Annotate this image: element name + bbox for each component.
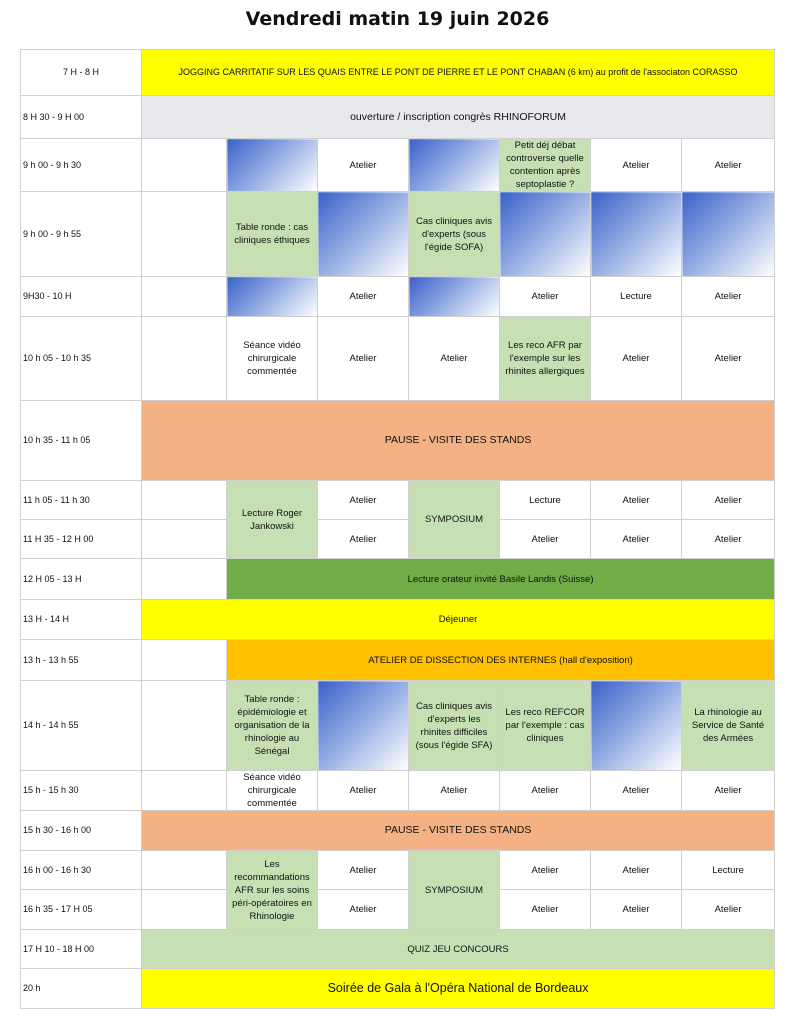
jogging-event: JOGGING CARRITATIF SUR LES QUAIS ENTRE LE PONT DE PIERRE ET LE PONT CHABAN (6 km) au profit de l'associaton CORASSO [142,50,775,96]
session-atelier: Atelier [682,520,775,559]
session-symposium: SYMPOSIUM [409,851,500,930]
table-row [21,851,775,890]
session-atelier: Atelier [591,890,682,930]
session-atelier: Atelier [682,139,775,192]
session-atelier: Atelier [682,481,775,520]
session-sante-armees: La rhinologie au Service de Santé des Armées [682,681,775,771]
gradient-block [591,681,682,771]
session-petit-dej-debat: Petit déj débat controverse quelle contention après septoplastie ? [500,139,591,192]
session-symposium: SYMPOSIUM [409,481,500,559]
session-atelier: Atelier [318,481,409,520]
table-row [21,890,775,930]
time-slot: 15 h - 15 h 30 [21,771,142,811]
time-slot: 7 H - 8 H [21,50,142,96]
session-atelier: Atelier [318,771,409,811]
table-row [21,401,775,481]
session-atelier: Atelier [500,277,591,317]
table-row [21,481,775,520]
time-slot: 17 H 10 - 18 H 00 [21,930,142,969]
session-atelier: Atelier [591,771,682,811]
session-atelier: Atelier [591,481,682,520]
empty-cell [142,771,227,811]
table-row [21,771,775,811]
time-slot: 8 H 30 - 9 H 00 [21,96,142,139]
gradient-block [591,192,682,277]
table-row [21,277,775,317]
table-row [21,317,775,401]
table-row [21,600,775,640]
time-slot: 14 h - 14 h 55 [21,681,142,771]
session-atelier: Atelier [591,317,682,401]
time-slot: 11 h 05 - 11 h 30 [21,481,142,520]
time-slot: 13 h - 13 h 55 [21,640,142,681]
session-atelier: Atelier [318,851,409,890]
table-row [21,192,775,277]
session-cas-cliniques-sfa: Cas cliniques avis d'experts les rhinites difficiles (sous l'égide SFA) [409,681,500,771]
time-slot: 20 h [21,969,142,1009]
session-lecture: Lecture [500,481,591,520]
gradient-block [227,277,318,317]
session-atelier: Atelier [682,771,775,811]
session-atelier: Atelier [682,277,775,317]
schedule-table [20,49,775,1009]
session-reco-afr: Les reco AFR par l'exemple sur les rhinites allergiques [500,317,591,401]
session-atelier: Atelier [500,520,591,559]
gradient-block [409,277,500,317]
empty-cell [142,520,227,559]
session-atelier: Atelier [682,890,775,930]
registration-event: ouverture / inscription congrès RHINOFORUM [142,96,775,139]
session-lecture: Lecture [591,277,682,317]
empty-cell [142,192,227,277]
quiz-event: QUIZ JEU CONCOURS [142,930,775,969]
session-atelier: Atelier [318,317,409,401]
time-slot: 16 h 00 - 16 h 30 [21,851,142,890]
gradient-block [318,681,409,771]
pause-event: PAUSE - VISITE DES STANDS [142,811,775,851]
session-atelier: Atelier [318,520,409,559]
gradient-block [318,192,409,277]
dissection-event: ATELIER DE DISSECTION DES INTERNES (hall d'exposition) [227,640,775,681]
session-atelier: Atelier [318,139,409,192]
lunch-event: Déjeuner [142,600,775,640]
time-slot: 9 h 00 - 9 h 55 [21,192,142,277]
session-atelier: Atelier [409,317,500,401]
time-slot: 13 H - 14 H [21,600,142,640]
empty-cell [142,277,227,317]
empty-cell [142,890,227,930]
gradient-block [682,192,775,277]
lecture-landis-event: Lecture orateur invité Basile Landis (Suisse) [227,559,775,600]
empty-cell [142,481,227,520]
session-reco-afr-soins: Les recommandations AFR sur les soins péri-opératoires en Rhinologie [227,851,318,930]
session-atelier: Atelier [409,771,500,811]
session-lecture: Lecture [682,851,775,890]
table-row [21,139,775,192]
session-reco-refcor: Les reco REFCOR par l'exemple : cas cliniques [500,681,591,771]
time-slot: 12 H 05 - 13 H [21,559,142,600]
session-atelier: Atelier [318,890,409,930]
empty-cell [142,681,227,771]
session-table-ronde-senegal: Table ronde : épidémiologie et organisation de la rhinologie au Sénégal [227,681,318,771]
session-video: Séance vidéo chirurgicale commentée [227,771,318,811]
session-cas-cliniques-sofa: Cas cliniques avis d'experts (sous l'égide SOFA) [409,192,500,277]
time-slot: 11 H 35 - 12 H 00 [21,520,142,559]
empty-cell [142,559,227,600]
time-slot: 9 h 00 - 9 h 30 [21,139,142,192]
time-slot: 16 h 35 - 17 H 05 [21,890,142,930]
gradient-block [500,192,591,277]
session-atelier: Atelier [591,851,682,890]
session-atelier: Atelier [591,520,682,559]
session-video: Séance vidéo chirurgicale commentée [227,317,318,401]
table-row [21,969,775,1009]
pause-event: PAUSE - VISITE DES STANDS [142,401,775,481]
time-slot: 15 h 30 - 16 h 00 [21,811,142,851]
session-table-ronde-ethique: Table ronde : cas cliniques éthiques [227,192,318,277]
empty-cell [142,640,227,681]
session-atelier: Atelier [500,890,591,930]
session-atelier: Atelier [500,851,591,890]
table-row [21,811,775,851]
table-row [21,96,775,139]
empty-cell [142,317,227,401]
session-atelier: Atelier [318,277,409,317]
table-row [21,640,775,681]
table-row [21,50,775,96]
session-lecture-jankowski: Lecture Roger Jankowski [227,481,318,559]
session-atelier: Atelier [500,771,591,811]
gradient-block [227,139,318,192]
table-row [21,559,775,600]
session-atelier: Atelier [591,139,682,192]
gala-event: Soirée de Gala à l'Opéra National de Bordeaux [142,969,775,1009]
table-row [21,520,775,559]
table-row [21,930,775,969]
empty-cell [142,139,227,192]
page-title: Vendredi matin 19 juin 2026 [245,8,550,30]
session-atelier: Atelier [682,317,775,401]
table-row [21,681,775,771]
gradient-block [409,139,500,192]
time-slot: 9H30 - 10 H [21,277,142,317]
time-slot: 10 h 35 - 11 h 05 [21,401,142,481]
empty-cell [142,851,227,890]
time-slot: 10 h 05 - 10 h 35 [21,317,142,401]
